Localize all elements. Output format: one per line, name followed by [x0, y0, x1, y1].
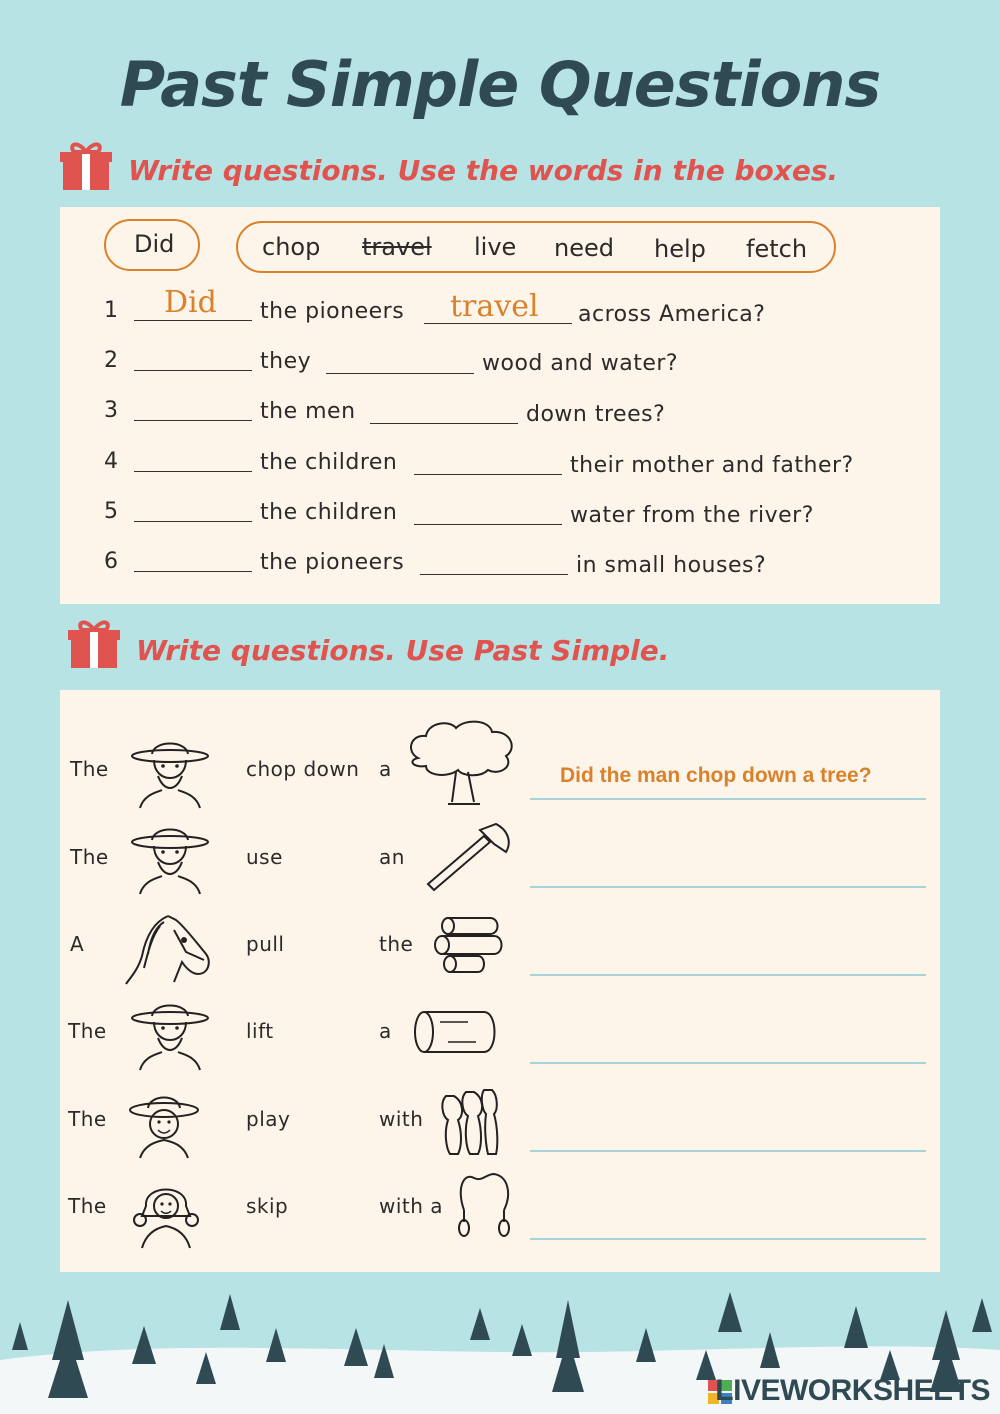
row-determiner: The	[68, 1107, 107, 1131]
answer-line[interactable]	[530, 798, 926, 800]
handwritten-answer: travel	[450, 289, 539, 324]
item-subject: they	[260, 349, 312, 374]
answer-line[interactable]	[530, 1062, 926, 1064]
answer-line[interactable]	[530, 1238, 926, 1240]
item-subject: the pioneers	[260, 550, 405, 575]
logs-icon	[428, 908, 508, 978]
girl-icon	[126, 1176, 206, 1250]
item-ending: water from the river?	[570, 503, 814, 528]
skittles-icon	[436, 1086, 502, 1158]
row-verb: skip	[246, 1194, 289, 1218]
word-chop: chop	[262, 233, 321, 261]
skipping-rope-icon	[452, 1168, 516, 1240]
axe-icon	[422, 822, 514, 894]
row-article: with	[379, 1107, 424, 1131]
row-article: a	[379, 1019, 392, 1043]
answer-blank[interactable]	[370, 423, 518, 424]
row-determiner: The	[68, 1194, 107, 1218]
answer-blank[interactable]	[420, 574, 568, 575]
section2-instruction: Write questions. Use Past Simple.	[136, 634, 670, 667]
man-icon	[128, 1000, 212, 1072]
row-article: with a	[379, 1194, 444, 1218]
answer-line[interactable]	[530, 974, 926, 976]
answer-blank[interactable]	[134, 370, 252, 371]
answer-blank[interactable]	[326, 373, 474, 374]
log-icon	[412, 1002, 502, 1060]
word-need: need	[554, 234, 614, 262]
answer-line[interactable]	[530, 886, 926, 888]
row-determiner: The	[70, 845, 109, 869]
item-number: 4	[104, 449, 118, 474]
exercise1-panel	[60, 207, 940, 604]
answer-blank[interactable]	[134, 320, 252, 321]
item-ending: across America?	[578, 302, 766, 327]
row-verb: play	[246, 1107, 291, 1131]
did-box	[104, 219, 200, 271]
handwritten-answer: Did	[164, 285, 217, 320]
item-ending: their mother and father?	[570, 453, 854, 478]
row-article: the	[379, 932, 414, 956]
word-travel: travel	[362, 233, 432, 261]
answer-blank[interactable]	[134, 571, 252, 572]
row-article: an	[379, 845, 405, 869]
horse-icon	[124, 912, 214, 986]
row-verb: use	[246, 845, 283, 869]
answer-line[interactable]	[530, 1150, 926, 1152]
row-determiner: The	[68, 1019, 107, 1043]
man-icon	[128, 824, 212, 896]
item-ending: in small houses?	[576, 553, 767, 578]
word-box	[236, 221, 836, 273]
row-determiner: A	[70, 932, 85, 956]
item-number: 6	[104, 549, 118, 574]
answer-blank[interactable]	[134, 521, 252, 522]
row-verb: lift	[246, 1019, 274, 1043]
did-word: Did	[134, 230, 175, 258]
word-help: help	[654, 235, 706, 263]
word-fetch: fetch	[746, 235, 808, 263]
item-ending: down trees?	[526, 402, 666, 427]
example-answer: Did the man chop down a tree?	[560, 764, 872, 787]
item-subject: the children	[260, 450, 398, 475]
word-live: live	[474, 233, 517, 261]
row-determiner: The	[70, 757, 109, 781]
tree-icon	[404, 718, 520, 806]
answer-blank[interactable]	[414, 524, 562, 525]
answer-blank[interactable]	[134, 471, 252, 472]
item-number: 3	[104, 398, 118, 423]
gift-icon	[68, 618, 120, 670]
gift-icon	[60, 140, 112, 192]
item-subject: the pioneers	[260, 299, 405, 324]
brand-wordmark: LIVEWORKSHEETS	[715, 1374, 990, 1407]
page-title: Past Simple Questions	[119, 48, 881, 121]
row-verb: pull	[246, 932, 285, 956]
boy-icon	[126, 1090, 202, 1160]
man-icon	[128, 738, 212, 810]
item-subject: the men	[260, 399, 356, 424]
item-number: 2	[104, 348, 118, 373]
item-subject: the children	[260, 500, 398, 525]
item-number: 1	[104, 298, 118, 323]
section1-instruction: Write questions. Use the words in the boxes.	[128, 154, 839, 187]
row-verb: chop down	[246, 757, 360, 781]
item-ending: wood and water?	[482, 351, 679, 376]
row-article: a	[379, 757, 392, 781]
answer-blank[interactable]	[414, 474, 562, 475]
answer-blank[interactable]	[134, 420, 252, 421]
item-number: 5	[104, 499, 118, 524]
